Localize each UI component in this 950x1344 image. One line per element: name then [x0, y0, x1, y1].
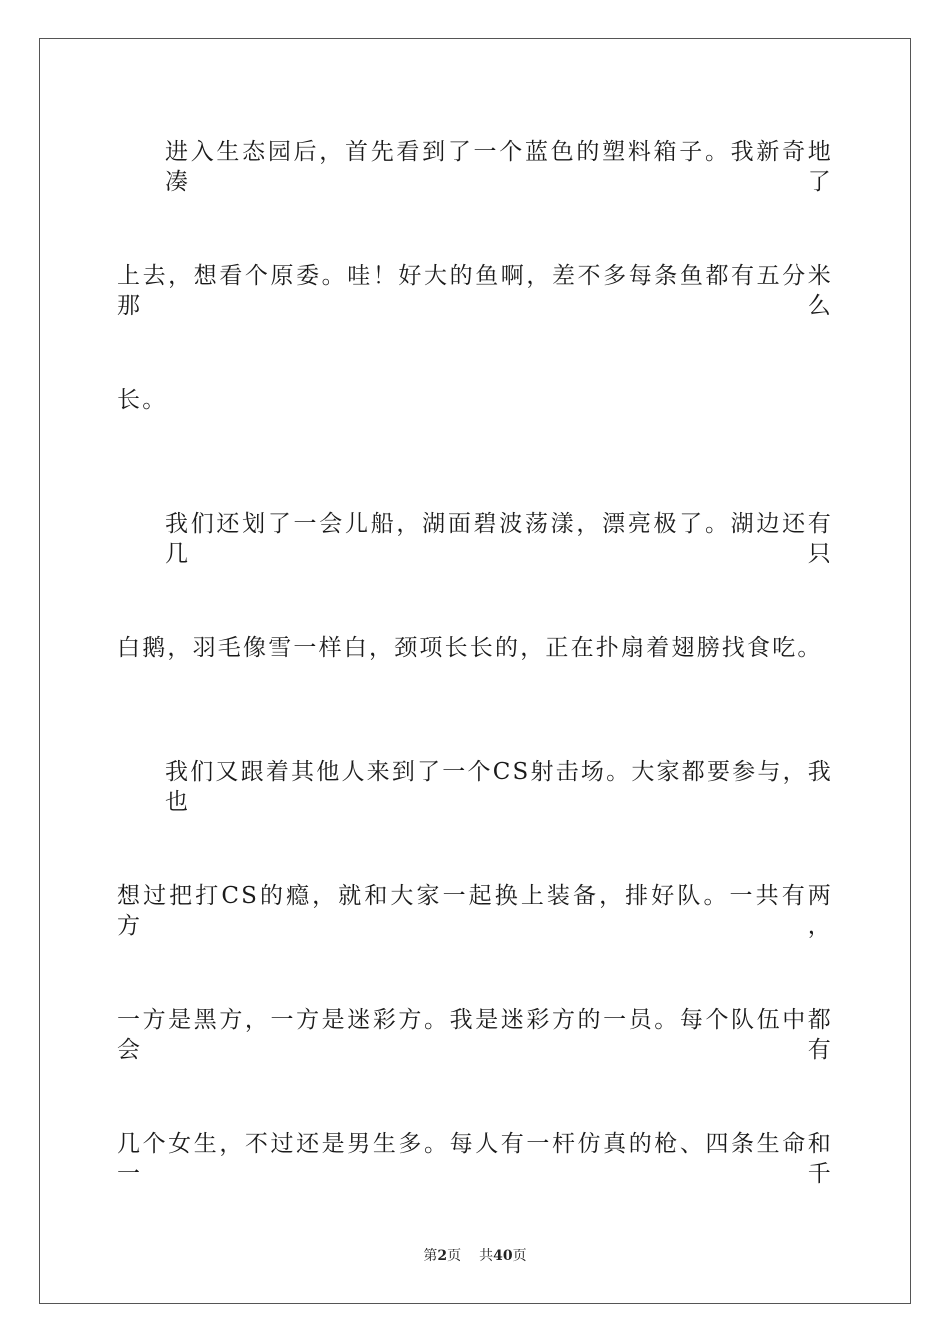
paragraph-3-line-3: 一方是黑方，一方是迷彩方。我是迷彩方的一员。每个队伍中都会有 — [117, 1007, 833, 1063]
total-label-prefix: 共 — [479, 1248, 494, 1264]
paragraph-3-line-1: 我们又跟着其他人来到了一个CS射击场。大家都要参与，我也 — [165, 759, 833, 815]
paragraph-2-line-1: 我们还划了一会儿船，湖面碧波荡漾，漂亮极了。湖边还有几只 — [165, 511, 833, 567]
paragraph-3-line-4: 几个女生，不过还是男生多。每人有一杆仿真的枪、四条生命和一千 — [117, 1131, 833, 1187]
total-label-suffix: 页 — [512, 1248, 527, 1264]
paragraph-3-line-2: 想过把打CS的瘾，就和大家一起换上装备，排好队。一共有两方， — [117, 883, 833, 939]
page-footer — [0, 1247, 950, 1265]
paragraph-2-line-2: 白鹅，羽毛像雪一样白，颈项长长的，正在扑扇着翅膀找食吃。 — [117, 635, 823, 661]
page-border — [39, 38, 911, 1304]
paragraph-1-line-1: 进入生态园后，首先看到了一个蓝色的塑料箱子。我新奇地凑了 — [165, 139, 833, 195]
page-label-suffix: 页 — [447, 1248, 462, 1264]
page-number: 2 — [437, 1248, 448, 1264]
paragraph-1-line-3: 长。 — [117, 387, 168, 413]
total-pages: 40 — [493, 1248, 513, 1264]
page-label-prefix: 第 — [423, 1248, 438, 1264]
paragraph-1-line-2: 上去，想看个原委。哇！好大的鱼啊，差不多每条鱼都有五分米那么 — [117, 263, 833, 319]
